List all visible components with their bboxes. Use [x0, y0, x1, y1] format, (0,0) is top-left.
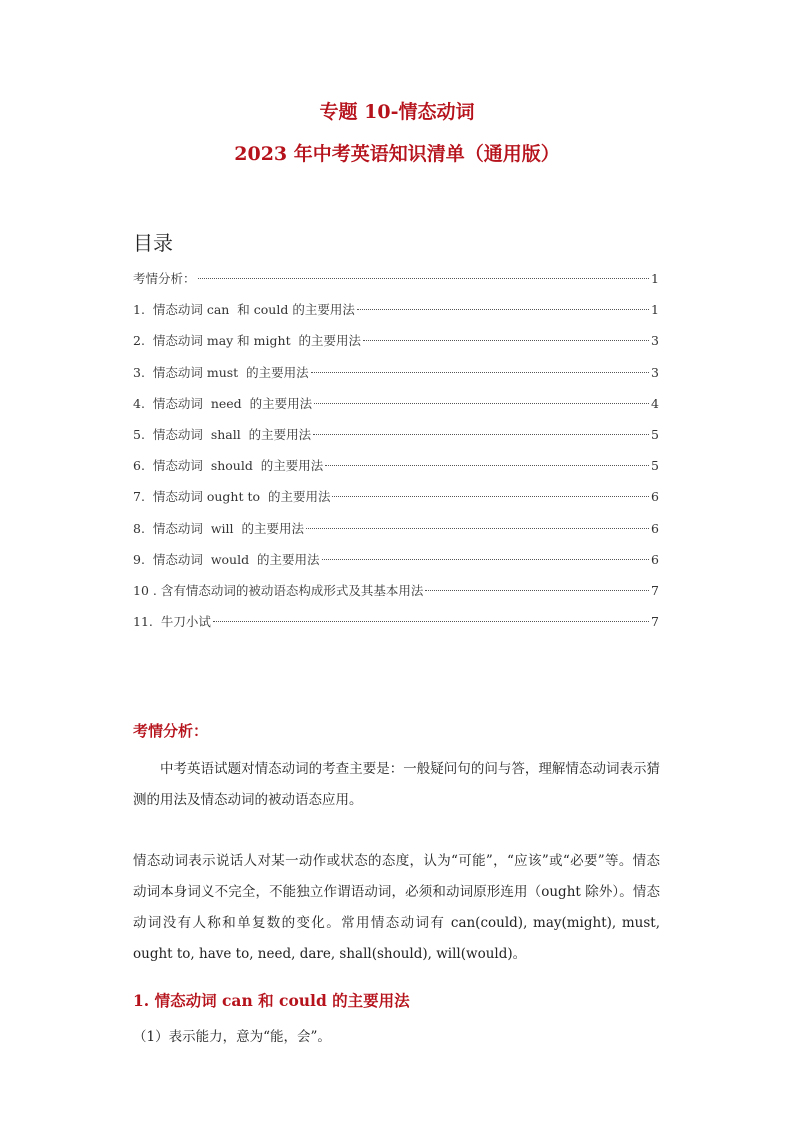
toc-heading: 目录	[133, 231, 173, 255]
toc-entry[interactable]	[133, 362, 659, 393]
toc-entry-page: 5	[651, 426, 659, 442]
analysis-heading: 考情分析：	[133, 722, 209, 740]
toc-dot-leader	[198, 278, 649, 279]
toc-entry-label: 7. 情态动词 ought to 的主要用法	[133, 489, 331, 505]
section-1-heading: 1. 情态动词 can 和 could 的主要用法	[133, 991, 410, 1010]
toc-entry[interactable]	[133, 268, 659, 299]
table-of-contents	[133, 268, 659, 642]
toc-entry-label: 2. 情态动词 may 和 might 的主要用法	[133, 333, 362, 349]
toc-dot-leader	[357, 309, 649, 310]
toc-entry-page: 7	[651, 582, 659, 598]
toc-entry[interactable]	[133, 580, 659, 611]
toc-entry-page: 5	[651, 458, 659, 474]
toc-entry[interactable]	[133, 486, 659, 517]
toc-entry-page: 6	[651, 520, 659, 536]
toc-dot-leader	[363, 340, 649, 341]
toc-entry-label: 1. 情态动词 can 和 could 的主要用法	[133, 302, 355, 318]
analysis-paragraph: 中考英语试题对情态动词的考查主要是：一般疑问句的问与答，理解情态动词表示猜测的用法及情态动词的被动语态应用。	[133, 761, 660, 808]
toc-entry[interactable]	[133, 518, 659, 549]
toc-entry-label: 9. 情态动词 would 的主要用法	[133, 551, 320, 567]
toc-entry-page: 6	[651, 551, 659, 567]
toc-dot-leader	[314, 403, 649, 404]
document-title: 专题 10-情态动词	[319, 101, 475, 123]
toc-entry[interactable]	[133, 393, 659, 424]
toc-entry-page: 7	[651, 614, 659, 630]
toc-entry[interactable]	[133, 299, 659, 330]
toc-entry-page: 6	[651, 489, 659, 505]
toc-entry-page: 3	[651, 333, 659, 349]
toc-dot-leader	[332, 496, 649, 497]
toc-entry-label: 11. 牛刀小试	[133, 614, 211, 630]
toc-dot-leader	[311, 372, 649, 373]
toc-entry-page: 1	[651, 302, 659, 318]
toc-dot-leader	[306, 528, 649, 529]
toc-entry-label: 10 . 含有情态动词的被动语态构成形式及其基本用法	[133, 582, 424, 598]
toc-entry[interactable]	[133, 549, 659, 580]
toc-dot-leader	[313, 434, 649, 435]
toc-entry-page: 1	[651, 271, 659, 286]
toc-dot-leader	[425, 590, 649, 591]
toc-dot-leader	[322, 559, 649, 560]
toc-entry-label: 6. 情态动词 should 的主要用法	[133, 458, 324, 474]
toc-entry-page: 3	[651, 364, 659, 380]
toc-entry-page: 4	[651, 395, 659, 411]
intro-paragraph: 情态动词表示说话人对某一动作或状态的态度，认为“可能”，“应该”或“必要”等。情态动词本身词义不完全，不能独立作谓语动词，必须和动词原形连用（ought 除外）。情态动词没有人称和单复数的变化。常用情态动词有 can(could), may(might), must, ought to, have to, need, dare, shall(should), will(would)。	[133, 853, 660, 962]
toc-entry-label: 3. 情态动词 must 的主要用法	[133, 364, 309, 380]
toc-entry[interactable]	[133, 330, 659, 361]
toc-entry[interactable]	[133, 455, 659, 486]
toc-dot-leader	[325, 465, 649, 466]
toc-entry-label: 5. 情态动词 shall 的主要用法	[133, 426, 312, 442]
toc-dot-leader	[213, 621, 649, 622]
toc-entry-label: 4. 情态动词 need 的主要用法	[133, 395, 313, 411]
toc-entry-label: 8. 情态动词 will 的主要用法	[133, 520, 304, 536]
section-1-point-1: （1）表示能力，意为“能，会”。	[133, 1029, 331, 1045]
toc-entry[interactable]	[133, 611, 659, 642]
toc-entry[interactable]	[133, 424, 659, 455]
toc-entry-label: 考情分析：	[133, 271, 196, 286]
document-subtitle: 2023 年中考英语知识清单（通用版）	[234, 143, 560, 165]
